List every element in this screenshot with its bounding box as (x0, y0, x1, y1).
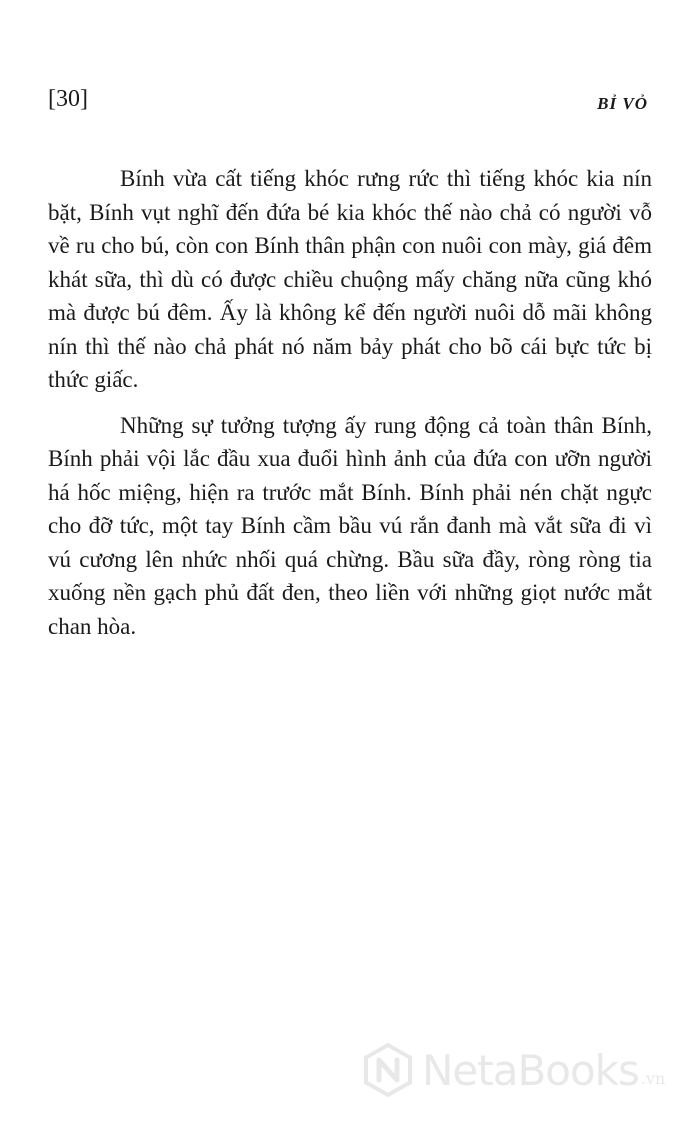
watermark-brand: NetaBooks (422, 1045, 639, 1095)
running-title: BỈ VỎ (597, 94, 648, 113)
paragraph-1: Bính vừa cất tiếng khóc rưng rức thì tiếng khóc kia nín bặt, Bính vụt nghĩ đến đứa bé kia khóc thế nào chả có người vỗ về ru cho bú, còn con Bính thân phận con nuôi con mày, giá đêm khát sữa, thì dù có được chiều chuộng mấy chăng nữa cũng khó mà được bú đêm. Ấy là không kể đến người nuôi dỗ mãi không nín thì thế nào chả phát nó năm bảy phát cho bõ cái bực tức bị thức giấc. (48, 166, 652, 392)
page-number: [30] (48, 86, 88, 112)
paragraph-2: Những sự tưởng tượng ấy rung động cả toàn thân Bính, Bính phải vội lắc đầu xua đuổi hình ảnh của đứa con ưỡn người há hốc miệng, hiện ra trước mắt Bính. Bính phải nén chặt ngực cho đỡ tức, một tay Bính cầm bầu vú rắn đanh mà vắt sữa đi vì vú cương lên nhức nhối quá chừng. Bầu sữa đầy, ròng ròng tia xuống nền gạch phủ đất đen, theo liền với những giọt nước mắt chan hòa. (48, 412, 652, 639)
body-text (48, 162, 652, 643)
netabooks-logo-icon (360, 1042, 416, 1098)
watermark (360, 1040, 680, 1100)
watermark-suffix: .vn (640, 1069, 666, 1088)
